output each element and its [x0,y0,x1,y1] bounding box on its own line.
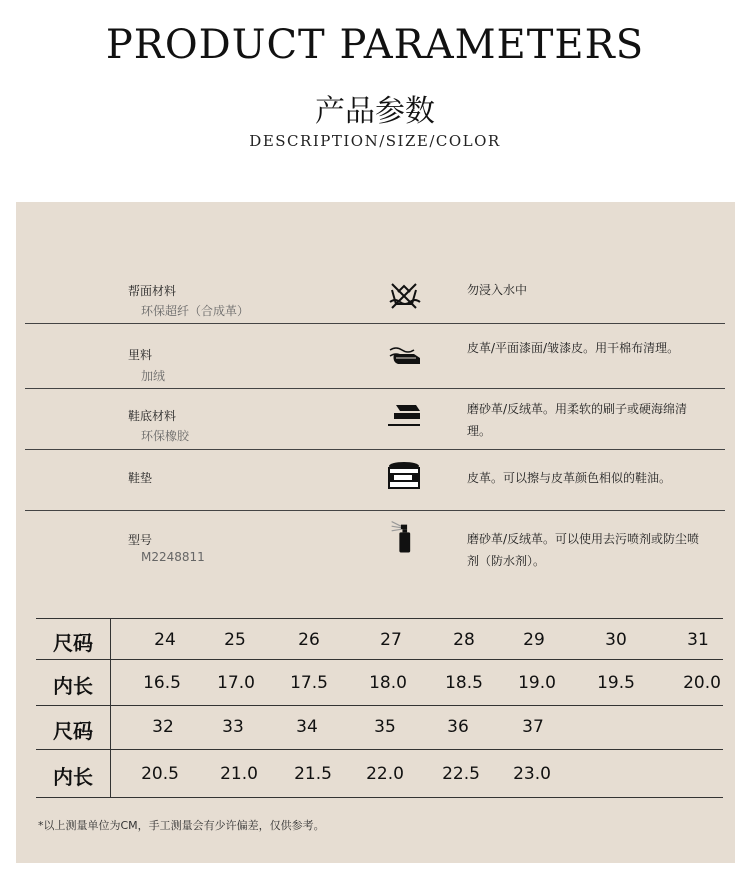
param-value-upper: 环保超纤（合成革） [141,304,250,318]
size-cell: 27 [380,630,402,650]
length-cell: 18.0 [369,673,407,693]
param-label-upper: 帮面材料 [128,284,177,298]
size-cell: 30 [605,630,627,650]
length-header: 内长 [53,765,93,789]
param-value-lining: 加绒 [141,369,166,383]
page-title-cn: 产品参数 [315,94,435,129]
row-divider [25,388,725,389]
shoe-polish-icon [386,460,422,494]
brush-icon [386,399,422,433]
param-label-insole: 鞋垫 [128,471,153,485]
size-cell: 26 [298,630,320,650]
size-table-border [36,659,723,660]
row-divider [25,449,725,450]
cloth-wipe-icon [386,340,422,374]
size-header: 尺码 [53,719,93,743]
size-cell: 34 [296,717,318,737]
size-cell: 35 [374,717,396,737]
no-soak-icon [386,278,422,312]
row-divider [25,510,725,511]
care-text-cloth: 皮革/平面漆面/皱漆皮。用干棉布清理。 [467,341,680,355]
param-value-sole: 环保橡胶 [141,429,190,443]
row-divider [25,323,725,324]
length-cell: 19.5 [597,673,635,693]
length-cell: 17.0 [217,673,255,693]
length-cell: 16.5 [143,673,181,693]
page-subtitle: DESCRIPTION/SIZE/COLOR [249,132,501,150]
footnote: *以上测量单位为CM，手工测量会有少许偏差，仅供参考。 [38,819,325,832]
size-cell: 32 [152,717,174,737]
length-cell: 18.5 [445,673,483,693]
size-table-border [36,749,723,750]
size-table-border [36,705,723,706]
size-cell: 37 [522,717,544,737]
size-header: 尺码 [53,631,93,655]
care-text-no-soak: 勿浸入水中 [467,283,528,297]
size-cell: 33 [222,717,244,737]
size-cell: 25 [224,630,246,650]
length-cell: 23.0 [513,764,551,784]
care-text-brush: 磨砂革/反绒革。用柔软的刷子或硬海绵清理。 [467,402,688,438]
size-cell: 28 [453,630,475,650]
size-table-divider [110,618,111,798]
size-table-border [36,618,723,619]
size-cell: 29 [523,630,545,650]
param-label-sole: 鞋底材料 [128,409,177,423]
param-value-model: M2248811 [141,550,205,564]
length-cell: 17.5 [290,673,328,693]
length-cell: 20.0 [683,673,721,693]
spray-icon [386,520,422,554]
size-cell: 24 [154,630,176,650]
length-cell: 22.5 [442,764,480,784]
length-header: 内长 [53,674,93,698]
length-cell: 22.0 [366,764,404,784]
length-cell: 19.0 [518,673,556,693]
length-cell: 21.5 [294,764,332,784]
size-cell: 36 [447,717,469,737]
care-text-polish: 皮革。可以擦与皮革颜色相似的鞋油。 [467,471,672,485]
param-label-model: 型号 [128,533,153,547]
length-cell: 20.5 [141,764,179,784]
page-title: PRODUCT PARAMETERS [105,22,645,68]
length-cell: 21.0 [220,764,258,784]
size-table-border [36,797,723,798]
care-text-spray: 磨砂革/反绒革。可以使用去污喷剂或防尘喷剂（防水剂）。 [467,532,700,568]
param-label-lining: 里料 [128,348,153,362]
size-cell: 31 [687,630,709,650]
